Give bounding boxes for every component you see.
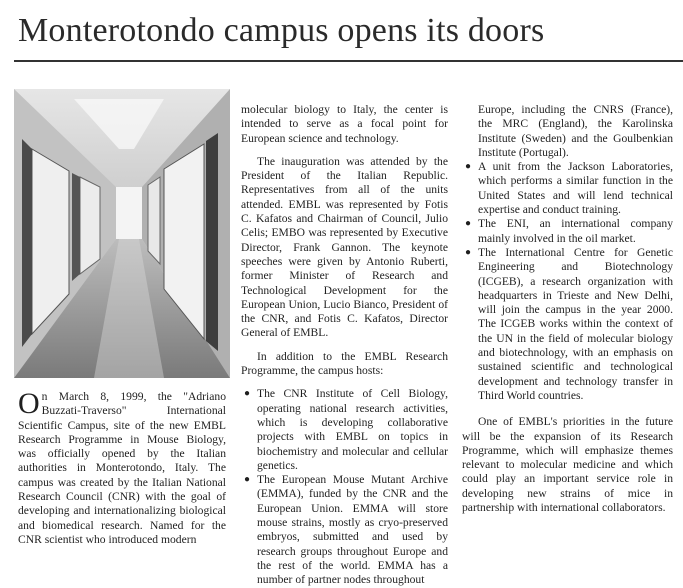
list-item: [462, 246, 673, 403]
bullet-icon: ●: [465, 161, 472, 173]
intro-paragraph: [18, 387, 226, 547]
hosts-list-continued: [462, 103, 673, 403]
corridor-photo: [14, 89, 230, 378]
bullet-icon: ●: [244, 388, 251, 400]
column-2: [241, 103, 448, 588]
paragraph-continued: molecular biology to Italy, the center is intended to serve as a focal point for European science and technology.: [241, 103, 448, 145]
headline-rule: [14, 60, 683, 62]
campus-hosts-paragraph: In addition to the EMBL Research Programme, the campus hosts:: [241, 349, 448, 378]
list-item-text: The CNR Institute of Cell Biology, operating national research activities, which is developing collaborative projects with EMBL on topics in biochemistry and molecular and cellular genetics.: [257, 387, 448, 472]
closing-paragraph: One of EMBL's priorities in the future will be the expansion of its Research Programme, which will emphasize themes relevant to molecular medicine and which could play an important service role in developing new strains of mice in partnership with international collaborators.: [462, 415, 673, 515]
column-3: [462, 103, 673, 524]
list-item: [241, 387, 448, 473]
bullet-icon: ●: [244, 474, 251, 486]
list-item-text: The ENI, an international company mainly involved in the oil market.: [478, 217, 673, 245]
list-item-text: Europe, including the CNRS (France), the MRC (England), the Karolinska Institute (Sweden) and the Goulbenkian Institute (Portugal).: [478, 103, 673, 159]
corridor-photo-icon: [14, 89, 230, 378]
hosts-list: [241, 387, 448, 587]
list-item-text: The European Mouse Mutant Archive (EMMA), funded by the CNR and the European Union. EMMA will store mouse strains, mostly as cryo-preserved embryos, submitted and used by research groups throughout Europe and the rest of the world. EMMA has a number of partner nodes throughout: [257, 473, 448, 587]
list-item: [462, 217, 673, 246]
list-item-text: The International Centre for Genetic Engineering and Biotechnology (ICGEB), a research organization with headquarters in Trieste and New Delhi, will join the campus in the year 2000. The ICGEB works within the context of the UN in the field of molecular biology and biotechnology, with an emphasis on sustained scientific and technological development and technology transfer in Third World countries.: [478, 245, 673, 402]
list-item: [462, 103, 673, 160]
article-headline: Monterotondo campus opens its doors: [18, 12, 545, 49]
list-item-text: A unit from the Jackson Laboratories, which performs a similar function in the United States and will lend technical expertise and conduct training.: [478, 160, 673, 217]
inauguration-paragraph: The inauguration was attended by the President of the Italian Republic. Representatives from all of the units attended. EMBL was represented by Fotis C. Kafatos and Chairman of Council, Julio Celis; EMBO was represented by Executive Director, Frank Gannon. The keynote speeches were given by Antonio Ruberti, former Minister of Research and Technological Development for the European Union, Lucio Bianco, President of the CNR, and Fotis C. Kafatos, Director General of EMBL.: [241, 154, 448, 340]
list-item: [241, 473, 448, 587]
drop-cap: O: [18, 387, 40, 420]
list-item: [462, 160, 673, 217]
column-1: [18, 387, 226, 556]
bullet-icon: ●: [465, 218, 472, 230]
bullet-icon: ●: [465, 246, 472, 258]
intro-text: n March 8, 1999, the "Adriano Buzzati-Traverso" International Scientific Campus, site of the new EMBL Research Programme in Mouse Biology, was officially opened by the Italian authorities in Monterotondo, Italy. The campus was created by the Italian National Research Council (CNR) with the goal of developing and internationalizing biological and biomedical research. Named for the CNR scientist who introduced modern: [18, 390, 226, 546]
